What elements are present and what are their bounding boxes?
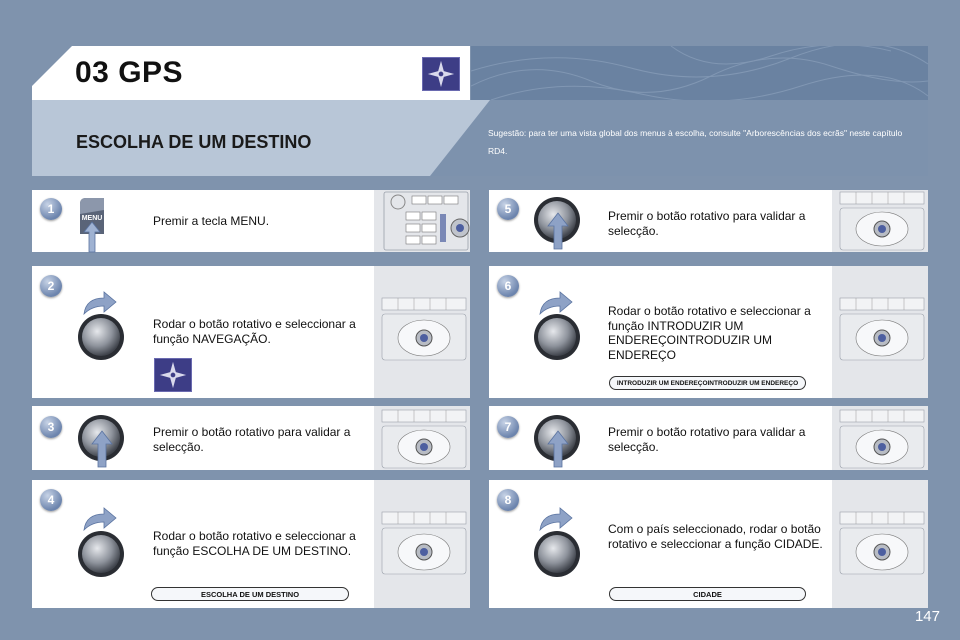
tip-text: Sugestão: para ter uma vista global dos menus à escolha, consulte "Arborescências dos ecrãs" neste capítulo RD4. [488,128,903,156]
rotary-knob-icon [533,313,581,361]
rotate-arrow-icon [538,506,574,532]
navigation-cross-icon [422,57,460,91]
step-number-2: 2 [40,275,62,297]
menu-option-pill: ESCOLHA DE UM DESTINO [151,587,349,601]
step-number-5: 5 [497,198,519,220]
menu-option-pill: CIDADE [609,587,806,601]
rotary-knob-icon [77,313,125,361]
rotate-arrow-icon [82,506,118,532]
head-unit-device-icon [378,510,468,576]
press-arrow-icon [91,430,113,468]
step-text-7: Premir o botão rotativo para validar a selecção. [608,425,806,454]
head-unit-device-icon [836,406,926,470]
head-unit-device-icon [378,296,468,362]
menu-key-label: MENU [81,215,103,222]
head-unit-device-icon [380,190,470,252]
step-number-6: 6 [497,275,519,297]
head-unit-device-icon [836,296,926,362]
press-arrow-icon [547,212,569,250]
step-text-8: Com o país seleccionado, rodar o botão rotativo e seleccionar a função CIDADE. [608,522,823,551]
step-text-4: Rodar o botão rotativo e seleccionar a função ESCOLHA DE UM DESTINO. [153,529,356,558]
step-text-1: Premir a tecla MENU. [153,214,270,228]
menu-key-icon [76,196,108,254]
rotary-knob-icon [77,530,125,578]
page-number: 147 [914,608,940,625]
step-number-1: 1 [40,198,62,220]
press-arrow-icon [547,430,569,468]
step-text-5: Premir o botão rotativo para validar a selecção. [608,209,806,238]
step-text-6: Rodar o botão rotativo e seleccionar a função INTRODUZIR UM ENDEREÇOINTRODUZIR UM ENDEREÇO [608,304,811,362]
step-number-4: 4 [40,489,62,511]
header-pattern [471,46,928,100]
step-text-3: Premir o botão rotativo para validar a selecção. [153,425,351,454]
rotary-knob-icon [533,530,581,578]
navigation-cross-icon [154,358,192,392]
section-title: ESCOLHA DE UM DESTINO [76,132,312,152]
step-number-8: 8 [497,489,519,511]
menu-option-pill: INTRODUZIR UM ENDEREÇOINTRODUZIR UM ENDEREÇO [609,376,806,390]
head-unit-device-icon [378,406,468,470]
head-unit-device-icon [836,190,926,252]
step-number-3: 3 [40,416,62,438]
step-text-2: Rodar o botão rotativo e seleccionar a função NAVEGAÇÃO. [153,317,356,346]
head-unit-device-icon [836,510,926,576]
chapter-title: 03 GPS [75,56,184,89]
step-number-7: 7 [497,416,519,438]
